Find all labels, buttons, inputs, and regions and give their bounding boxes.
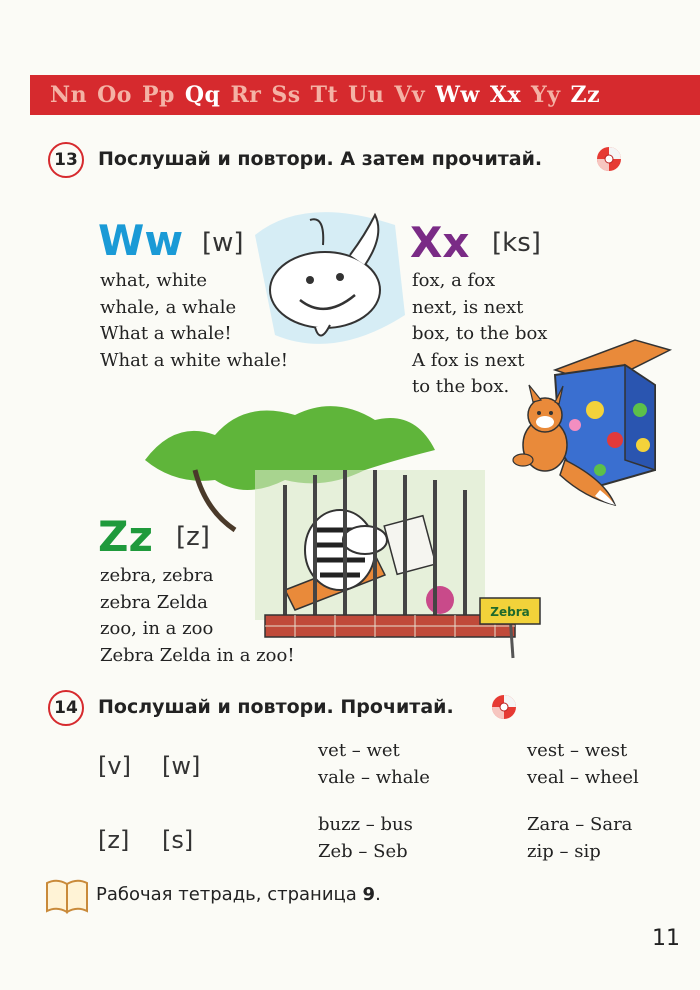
- letter-z: Zz: [98, 512, 153, 561]
- verse-line: fox, a fox: [412, 270, 496, 291]
- phonetic-symbol: [v]: [98, 752, 131, 780]
- verse-line: what, white: [100, 270, 208, 291]
- verse-line: A fox is next: [412, 349, 525, 371]
- word-pairs-left: [318, 811, 413, 865]
- sound-z: [z]: [176, 522, 210, 552]
- verse-z: [100, 563, 295, 669]
- exercise-14-number: 14: [48, 690, 84, 726]
- verse-line: whale, a whale: [100, 296, 237, 318]
- workbook-page: 9: [362, 884, 376, 905]
- phonetic-symbol: [s]: [162, 826, 194, 854]
- phonetic-symbol: [z]: [98, 826, 130, 854]
- word-pair: veal – wheel: [527, 767, 639, 788]
- verse-line: What a whale!: [100, 323, 232, 344]
- letter-w-text: Ww: [98, 216, 184, 265]
- word-pairs-right: [527, 737, 639, 791]
- zoo-sign-text: Zebra: [490, 605, 530, 619]
- verse-line: next, is next: [412, 296, 524, 318]
- letter-w: [98, 216, 183, 265]
- sound-x: [ks]: [492, 228, 541, 258]
- verse-line: zebra Zelda: [100, 591, 208, 613]
- alphabet-banner: [30, 75, 700, 115]
- alphabet-letter: Ww: [435, 82, 480, 108]
- page-number: 11: [652, 926, 680, 951]
- exercise-14-instruction: Послушай и повтори. Прочитай.: [98, 696, 454, 718]
- verse-line: zebra, zebra: [100, 565, 214, 586]
- word-pair: Zara – Sara: [527, 814, 633, 835]
- verse-line: zoo, in a zoo: [100, 618, 214, 639]
- alphabet-letter: Yy: [531, 82, 561, 108]
- word-pair: vest – west: [527, 740, 628, 761]
- verse-w: [100, 268, 288, 374]
- letter-x: Xx: [410, 218, 470, 267]
- alphabet-letter: Zz: [570, 82, 601, 108]
- phonetic-symbol: [w]: [162, 752, 201, 780]
- alphabet-letter: Pp: [141, 82, 175, 108]
- verse-line: to the box.: [412, 376, 510, 397]
- verse-line: Zebra Zelda in a zoo!: [100, 644, 295, 666]
- alphabet-letter: Ss: [271, 82, 301, 108]
- cd-disc-icon[interactable]: [596, 146, 622, 172]
- cd-disc-icon[interactable]: [491, 694, 517, 720]
- sound-w: [w]: [202, 228, 244, 258]
- workbook-end: .: [375, 884, 381, 905]
- word-pair: Zeb – Seb: [318, 841, 408, 862]
- exercise-13-instruction: Послушай и повтори. А затем прочитай.: [98, 148, 543, 170]
- word-pair: zip – sip: [527, 841, 601, 862]
- alphabet-letter: Uu: [348, 82, 385, 108]
- alphabet-letter: Qq: [184, 82, 221, 108]
- exercise-13-number: 13: [48, 142, 84, 178]
- alphabet-letter: Nn: [50, 82, 88, 108]
- verse-line: What a white whale!: [100, 349, 288, 371]
- verse-line: box, to the box: [412, 323, 548, 344]
- alphabet-letter: Vv: [394, 82, 426, 108]
- alphabet-letter: Rr: [230, 82, 262, 108]
- word-pairs-left: [318, 737, 430, 791]
- word-pair: vet – wet: [318, 740, 400, 761]
- word-pairs-right: [527, 811, 632, 865]
- workbook-text: Рабочая тетрадь, страница: [96, 884, 363, 905]
- open-book-icon: [44, 875, 90, 915]
- alphabet-strip: [50, 82, 610, 108]
- alphabet-letter: Tt: [310, 82, 339, 108]
- word-pair: vale – whale: [318, 767, 430, 788]
- word-pair: buzz – bus: [318, 814, 413, 835]
- workbook-reference: [96, 884, 381, 905]
- alphabet-letter: Oo: [97, 82, 132, 108]
- alphabet-letter: Xx: [489, 82, 522, 108]
